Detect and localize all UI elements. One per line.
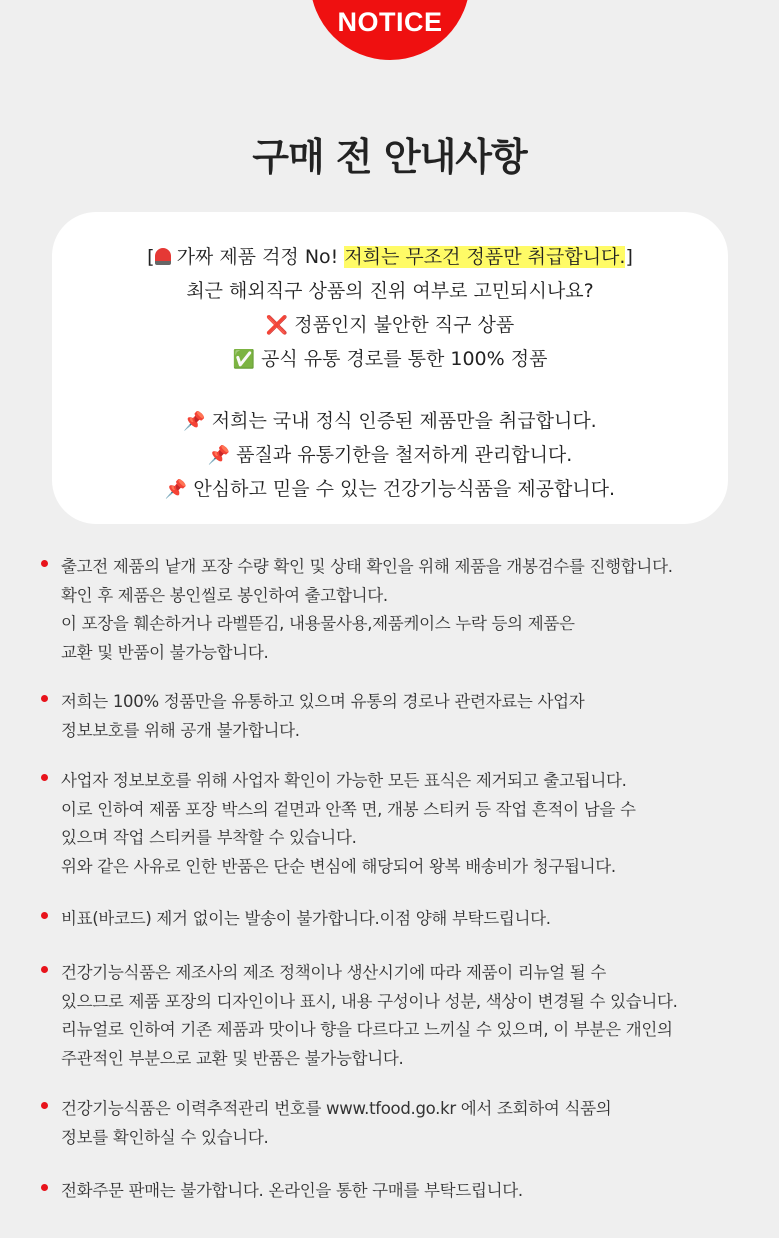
bullet-dot-icon (41, 560, 48, 567)
notice-line: 리뉴얼로 인하여 기존 제품과 맛이나 향을 다르다고 느끼실 수 있으며, 이 부분은 개인의 (61, 1020, 673, 1039)
info-negative-line (52, 310, 728, 337)
notice-item-traceability (36, 1095, 746, 1152)
close-bracket: ] (625, 246, 633, 268)
info-positive-text: 공식 유통 경로를 통한 100% 정품 (261, 348, 548, 370)
bullet-dot-icon (41, 1184, 48, 1191)
pin-line-text: 품질과 유통기한을 철저하게 관리합니다. (236, 444, 573, 466)
notice-item-genuine (36, 688, 746, 745)
siren-emoji-icon (155, 248, 171, 265)
notice-line: 주관적인 부분으로 교환 및 반품은 불가능합니다. (61, 1048, 404, 1068)
check-mark-emoji-icon: ✅ (232, 349, 255, 370)
notice-line: 교환 및 반품이 불가능합니다. (61, 642, 269, 662)
notice-item-phone-order (36, 1177, 746, 1206)
notice-line: 건강기능식품은 제조사의 제조 정책이나 생산시기에 따라 제품이 리뉴얼 될 수 (61, 963, 606, 982)
notice-line: 비표(바코드) 제거 없이는 발송이 불가합니다.이점 양해 부탁드립니다. (61, 909, 551, 928)
pin-line-3 (52, 474, 728, 501)
bullet-dot-icon (41, 966, 48, 973)
pin-line-text: 안심하고 믿을 수 있는 건강기능식품을 제공합니다. (193, 478, 616, 500)
notice-item-inspection (36, 553, 746, 667)
notice-line: 건강기능식품은 이력추적관리 번호를 www.tfood.go.kr 에서 조회하여 식품의 (61, 1099, 612, 1118)
notice-badge-label: NOTICE (337, 7, 443, 37)
notice-line: 전화주문 판매는 불가합니다. 온라인을 통한 구매를 부탁드립니다. (61, 1181, 523, 1200)
notice-line: 있으며 작업 스티커를 부착할 수 있습니다. (61, 828, 357, 847)
notice-line: 이로 인하여 제품 포장 박스의 겉면과 안쪽 면, 개봉 스티커 등 작업 흔적이 남을 수 (61, 799, 636, 819)
cross-mark-emoji-icon: ❌ (265, 315, 289, 336)
pin-line-1 (52, 406, 728, 433)
open-bracket: [ (147, 246, 155, 268)
notice-item-barcode (36, 905, 746, 934)
notice-line: 사업자 정보보호를 위해 사업자 확인이 가능한 모든 표식은 제거되고 출고됩니다. (61, 771, 627, 790)
authenticity-info-box (52, 212, 728, 524)
notice-line: 확인 후 제품은 봉인씰로 봉인하여 출고합니다. (61, 585, 388, 605)
pushpin-emoji-icon: 📌 (164, 479, 188, 500)
info-headline-plain: 가짜 제품 걱정 No! (176, 246, 339, 268)
notice-line: 정보를 확인하실 수 있습니다. (61, 1127, 269, 1147)
info-negative-text: 정품인지 불안한 직구 상품 (294, 314, 515, 336)
page-title: 구매 전 안내사항 (252, 135, 527, 179)
info-question: 최근 해외직구 상품의 진위 여부로 고민되시나요? (186, 280, 594, 302)
notice-item-privacy (36, 767, 746, 881)
notice-line: 위와 같은 사유로 인한 반품은 단순 변심에 해당되어 왕복 배송비가 청구됩니다. (61, 856, 616, 876)
notice-line: 이 포장을 훼손하거나 라벨뜯김, 내용물사용,제품케이스 누락 등의 제품은 (61, 614, 575, 633)
notice-line: 정보보호를 위해 공개 불가합니다. (61, 720, 300, 740)
notice-line: 출고전 제품의 낱개 포장 수량 확인 및 상태 확인을 위해 제품을 개봉검수를 진행합니다. (61, 557, 673, 576)
bullet-dot-icon (41, 1102, 48, 1109)
bullet-dot-icon (41, 774, 48, 781)
notice-line: 있으므로 제품 포장의 디자인이나 표시, 내용 구성이나 성분, 색상이 변경될 수 있습니다. (61, 991, 678, 1011)
pin-line-text: 저희는 국내 정식 인증된 제품만을 취급합니다. (211, 410, 597, 432)
notice-line: 저희는 100% 정품만을 유통하고 있으며 유통의 경로나 관련자료는 사업자 (61, 692, 585, 711)
pushpin-emoji-icon: 📌 (207, 445, 231, 466)
info-headline (52, 242, 728, 269)
bullet-dot-icon (41, 695, 48, 702)
pin-line-2 (52, 440, 728, 467)
notice-item-renewal (36, 959, 746, 1073)
bullet-dot-icon (41, 912, 48, 919)
pushpin-emoji-icon: 📌 (183, 411, 206, 432)
info-headline-highlight: 저희는 무조건 정품만 취급합니다. (344, 246, 626, 268)
info-positive-line (52, 344, 728, 371)
